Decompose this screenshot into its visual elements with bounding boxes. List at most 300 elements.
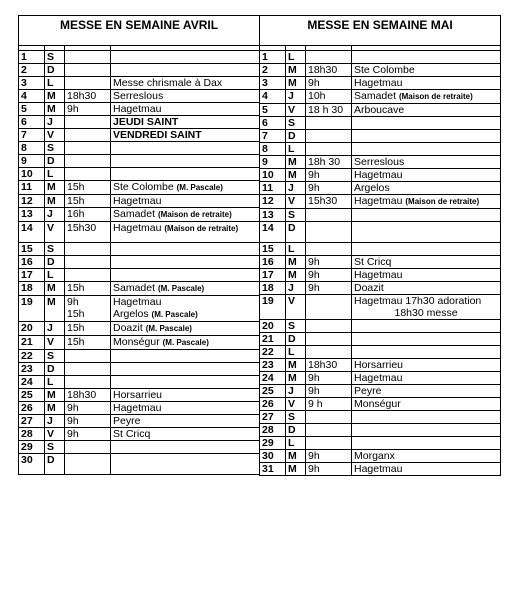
mass-place: Hagetmau — [113, 222, 162, 234]
mass-time: 9h — [308, 372, 320, 384]
april-rows — [19, 46, 260, 475]
day-number: 28 — [260, 424, 286, 437]
may-title: MESSE EN SEMAINE MAI — [260, 16, 501, 46]
day-number: 18 — [260, 282, 286, 295]
weekday-letter: D — [286, 424, 306, 437]
table-row — [19, 428, 260, 441]
april-title: MESSE EN SEMAINE AVRIL — [19, 16, 260, 46]
day-number: 28 — [19, 428, 45, 441]
mass-time: 15h — [67, 322, 85, 334]
mass-place-line — [113, 428, 257, 440]
mass-time-cell — [65, 454, 111, 475]
table-row — [19, 376, 260, 389]
weekday-letter: L — [286, 243, 306, 256]
mass-time: 18h30 — [67, 90, 97, 102]
mass-place-cell — [111, 428, 260, 441]
table-row — [260, 398, 501, 411]
day-number: 8 — [260, 143, 286, 156]
mass-note: (Maison de retraite) — [405, 197, 480, 206]
mass-place: Horsarrieu — [113, 389, 163, 401]
table-row — [260, 156, 501, 169]
table-row — [260, 117, 501, 130]
day-number: 24 — [260, 372, 286, 385]
mass-place-line — [354, 385, 498, 397]
mass-place-cell — [352, 130, 501, 143]
day-number: 12 — [19, 195, 45, 208]
weekday-letter: M — [286, 77, 306, 90]
day-number: 21 — [260, 333, 286, 346]
day-number: 11 — [260, 182, 286, 195]
weekday-letter: J — [286, 282, 306, 295]
mass-place-second: Argelos — [113, 308, 149, 320]
mass-place-line — [354, 398, 498, 410]
mass-time-cell — [306, 346, 352, 359]
april-schedule — [18, 15, 259, 475]
mass-place-line — [113, 195, 257, 207]
mass-place-cell — [352, 209, 501, 222]
mass-time-cell — [306, 104, 352, 117]
mass-place-cell — [111, 195, 260, 208]
table-row — [260, 77, 501, 90]
table-row — [19, 389, 260, 402]
day-number: 29 — [260, 437, 286, 450]
weekday-letter: M — [45, 282, 65, 296]
day-number: 8 — [19, 142, 45, 155]
mass-time-cell — [65, 155, 111, 168]
weekday-letter: M — [45, 181, 65, 195]
table-row — [260, 320, 501, 333]
weekday-letter: J — [45, 208, 65, 222]
weekday-letter: V — [45, 222, 65, 243]
table-row — [260, 169, 501, 182]
mass-place: Serreslous — [113, 90, 164, 102]
weekday-letter: S — [286, 117, 306, 130]
day-number: 17 — [19, 269, 45, 282]
table-row — [260, 195, 501, 209]
day-number: 14 — [19, 222, 45, 243]
day-number: 9 — [260, 156, 286, 169]
table-row — [19, 208, 260, 222]
weekday-letter: S — [286, 411, 306, 424]
mass-place-line — [354, 169, 498, 181]
mass-place-cell — [352, 295, 501, 320]
mass-place-cell — [111, 51, 260, 64]
mass-time: 9h — [67, 402, 79, 414]
weekday-letter: S — [45, 51, 65, 64]
mass-time-cell — [306, 463, 352, 476]
weekday-letter: L — [45, 269, 65, 282]
day-number: 22 — [260, 346, 286, 359]
mass-place-line — [113, 336, 257, 349]
mass-place: Ste Colombe — [113, 181, 174, 193]
weekday-letter: L — [286, 51, 306, 64]
day-number: 20 — [260, 320, 286, 333]
mass-time-cell — [306, 130, 352, 143]
mass-place-line — [354, 295, 498, 307]
mass-time-cell — [65, 51, 111, 64]
mass-time-cell — [306, 333, 352, 346]
mass-time: 9h — [308, 463, 320, 475]
table-row — [19, 296, 260, 322]
day-number: 7 — [19, 129, 45, 142]
mass-place-cell — [111, 389, 260, 402]
mass-place-line — [354, 359, 498, 371]
mass-place: Hagetmau — [354, 195, 403, 207]
weekday-letter: J — [286, 182, 306, 195]
mass-place-line — [354, 463, 498, 475]
mass-place-cell — [111, 129, 260, 142]
table-row — [19, 51, 260, 64]
weekday-letter: V — [286, 195, 306, 209]
mass-place-cell — [111, 222, 260, 243]
mass-note: (Maison de retraite) — [398, 92, 473, 101]
mass-time-cell — [306, 411, 352, 424]
weekday-letter: L — [45, 77, 65, 90]
mass-time-cell — [306, 424, 352, 437]
mass-place-cell — [352, 104, 501, 117]
mass-time: 9h — [308, 169, 320, 181]
mass-place-cell — [352, 256, 501, 269]
mass-place: Messe chrismale à Dax — [113, 77, 223, 89]
mass-time-cell — [306, 51, 352, 64]
mass-time-cell — [306, 195, 352, 209]
day-number: 12 — [260, 195, 286, 209]
day-number: 19 — [260, 295, 286, 320]
weekday-letter: M — [45, 296, 65, 322]
table-row — [19, 256, 260, 269]
mass-time-cell — [65, 168, 111, 181]
table-row — [19, 181, 260, 195]
mass-time-cell — [306, 269, 352, 282]
table-row — [260, 143, 501, 156]
mass-time: 16h — [67, 208, 85, 220]
mass-place-cell — [352, 77, 501, 90]
mass-place-line-second — [354, 307, 498, 319]
mass-place-line — [354, 195, 498, 208]
weekday-letter: L — [286, 437, 306, 450]
mass-place-cell — [352, 450, 501, 463]
table-row — [19, 116, 260, 129]
mass-place-cell — [352, 320, 501, 333]
mass-note: (M. Pascale) — [145, 324, 192, 333]
mass-time: 15h30 — [67, 222, 97, 234]
mass-place-cell — [111, 116, 260, 129]
table-row — [19, 454, 260, 475]
mass-time: 9h — [308, 269, 320, 281]
mass-place-line — [354, 77, 498, 89]
weekday-letter: D — [45, 256, 65, 269]
mass-time: 9h — [67, 415, 79, 427]
mass-note: (M. Pascale) — [162, 338, 209, 347]
day-number: 6 — [260, 117, 286, 130]
mass-time-cell — [65, 376, 111, 389]
mass-place-line-second — [113, 308, 257, 321]
table-row — [260, 104, 501, 117]
weekday-letter: M — [45, 389, 65, 402]
may-rows — [260, 46, 501, 476]
mass-time: 18h30 — [67, 389, 97, 401]
table-row — [260, 424, 501, 437]
weekday-letter: S — [286, 320, 306, 333]
mass-place-line — [113, 129, 257, 141]
weekday-letter: M — [45, 195, 65, 208]
mass-place-cell — [111, 77, 260, 90]
mass-time-cell — [306, 169, 352, 182]
weekday-letter: M — [286, 156, 306, 169]
mass-time-cell — [306, 398, 352, 411]
table-row — [260, 372, 501, 385]
mass-time-second: 15h — [67, 308, 85, 320]
mass-time-cell — [306, 222, 352, 243]
mass-place-cell — [111, 415, 260, 428]
mass-time-cell — [306, 209, 352, 222]
mass-place: Horsarrieu — [354, 359, 404, 371]
day-number: 5 — [19, 103, 45, 116]
day-number: 25 — [260, 385, 286, 398]
mass-place-cell — [111, 155, 260, 168]
mass-time-cell — [65, 402, 111, 415]
mass-place: Peyre — [354, 385, 382, 397]
mass-note: (M. Pascale) — [157, 284, 205, 293]
mass-place-cell — [352, 243, 501, 256]
day-number: 16 — [19, 256, 45, 269]
table-row — [260, 243, 501, 256]
table-row — [260, 64, 501, 77]
day-number: 14 — [260, 222, 286, 243]
table-row — [260, 463, 501, 476]
mass-time-cell — [65, 441, 111, 454]
mass-place-line — [354, 269, 498, 281]
mass-place-cell — [352, 195, 501, 209]
weekday-letter: M — [286, 64, 306, 77]
table-row — [19, 155, 260, 168]
mass-place: VENDREDI SAINT — [113, 129, 202, 141]
mass-place-line — [113, 181, 257, 194]
mass-time-cell — [65, 181, 111, 195]
day-number: 25 — [19, 389, 45, 402]
mass-place-cell — [352, 333, 501, 346]
mass-place-cell — [111, 256, 260, 269]
table-row — [19, 336, 260, 350]
mass-time-cell — [65, 90, 111, 103]
mass-place-cell — [352, 437, 501, 450]
mass-time-cell — [65, 363, 111, 376]
weekday-letter: M — [286, 169, 306, 182]
table-row — [260, 295, 501, 320]
mass-place-cell — [111, 296, 260, 322]
day-number: 11 — [19, 181, 45, 195]
mass-time: 18h 30 — [308, 156, 341, 168]
table-row — [19, 64, 260, 77]
mass-time-cell — [65, 195, 111, 208]
mass-time-cell — [306, 156, 352, 169]
weekday-letter: V — [286, 104, 306, 117]
mass-time-cell — [306, 282, 352, 295]
weekday-letter: V — [45, 428, 65, 441]
day-number: 18 — [19, 282, 45, 296]
mass-place-cell — [111, 168, 260, 181]
table-row — [260, 450, 501, 463]
weekday-letter: D — [286, 222, 306, 243]
table-row — [260, 222, 501, 243]
mass-place-line — [113, 103, 257, 115]
mass-time-cell — [65, 428, 111, 441]
day-number: 27 — [19, 415, 45, 428]
mass-place-cell — [111, 208, 260, 222]
mass-place: Samadet — [354, 90, 397, 102]
mass-place-cell — [352, 359, 501, 372]
weekday-letter: L — [45, 168, 65, 181]
table-row — [260, 269, 501, 282]
day-number: 1 — [19, 51, 45, 64]
mass-place-cell — [352, 51, 501, 64]
day-number: 1 — [260, 51, 286, 64]
day-number: 24 — [19, 376, 45, 389]
mass-time-cell — [306, 256, 352, 269]
weekday-letter: D — [45, 363, 65, 376]
table-row — [19, 129, 260, 142]
table-row — [19, 322, 260, 336]
mass-time: 9h — [308, 282, 320, 294]
mass-time: 9h — [308, 256, 320, 268]
day-number: 26 — [19, 402, 45, 415]
mass-place-line — [354, 256, 498, 268]
mass-time-cell — [306, 64, 352, 77]
weekday-letter: J — [286, 385, 306, 398]
mass-place-cell — [111, 363, 260, 376]
mass-time-cell — [65, 350, 111, 363]
mass-place-line — [354, 182, 498, 194]
mass-time-cell — [306, 243, 352, 256]
mass-place-line — [354, 90, 498, 103]
table-row — [260, 333, 501, 346]
mass-time: 9h — [308, 385, 320, 397]
table-row — [260, 209, 501, 222]
mass-place: Hagetmau — [354, 463, 403, 475]
weekday-letter: M — [45, 402, 65, 415]
mass-place-cell — [352, 424, 501, 437]
day-number: 21 — [19, 336, 45, 350]
mass-place: Hagetmau — [113, 103, 162, 115]
table-row — [19, 441, 260, 454]
weekday-letter: J — [286, 90, 306, 104]
weekday-letter: M — [45, 90, 65, 103]
mass-place-line — [354, 104, 498, 116]
mass-time: 15h — [67, 195, 85, 207]
table-row — [19, 350, 260, 363]
mass-time: 9h — [67, 428, 79, 440]
table-row — [19, 363, 260, 376]
day-number: 19 — [19, 296, 45, 322]
table-row — [260, 256, 501, 269]
april-table — [18, 15, 260, 475]
mass-place: Samadet — [113, 282, 156, 294]
day-number: 30 — [19, 454, 45, 475]
mass-place: Hagetmau — [113, 195, 162, 207]
weekday-letter: J — [45, 116, 65, 129]
mass-place-line — [354, 64, 498, 76]
mass-place-cell — [352, 282, 501, 295]
mass-place: St Cricq — [113, 428, 151, 440]
table-row — [260, 359, 501, 372]
mass-place-cell — [111, 454, 260, 475]
table-row — [19, 168, 260, 181]
mass-place-cell — [111, 322, 260, 336]
mass-place-cell — [111, 103, 260, 116]
mass-time-cell — [306, 143, 352, 156]
day-number: 10 — [19, 168, 45, 181]
mass-time: 15h — [67, 282, 85, 294]
table-row — [19, 142, 260, 155]
mass-place-line — [113, 415, 257, 427]
table-row — [260, 130, 501, 143]
mass-time-cell — [65, 336, 111, 350]
mass-time-cell — [65, 282, 111, 296]
mass-place-cell — [352, 346, 501, 359]
mass-time: 9h — [67, 296, 79, 308]
mass-place-cell — [111, 243, 260, 256]
weekday-letter: V — [45, 336, 65, 350]
mass-time: 18h30 — [308, 359, 338, 371]
mass-place-cell — [352, 463, 501, 476]
mass-place-line — [354, 156, 498, 168]
mass-place-cell — [111, 269, 260, 282]
mass-place: Hagetmau — [354, 169, 403, 181]
table-row — [19, 195, 260, 208]
weekday-letter: S — [45, 441, 65, 454]
day-number: 3 — [260, 77, 286, 90]
mass-time-cell — [65, 243, 111, 256]
weekday-letter: L — [45, 376, 65, 389]
mass-place-cell — [111, 181, 260, 195]
weekday-letter: D — [45, 155, 65, 168]
day-number: 15 — [260, 243, 286, 256]
mass-note: (Maison de retraite) — [157, 210, 232, 219]
mass-place: Argelos — [354, 182, 390, 194]
mass-time: 15h — [67, 336, 85, 348]
weekday-letter: M — [286, 463, 306, 476]
mass-place-cell — [111, 90, 260, 103]
mass-place-cell — [352, 169, 501, 182]
mass-note-second: (M. Pascale) — [151, 310, 198, 319]
mass-place-line — [113, 389, 257, 401]
mass-place-cell — [111, 64, 260, 77]
mass-place-cell — [111, 376, 260, 389]
mass-place-cell — [352, 182, 501, 195]
day-number: 13 — [260, 209, 286, 222]
weekday-letter: V — [286, 398, 306, 411]
table-row — [260, 182, 501, 195]
day-number: 23 — [260, 359, 286, 372]
mass-place-line — [113, 90, 257, 102]
mass-place-cell — [352, 64, 501, 77]
may-table — [259, 15, 501, 476]
mass-time-cell — [306, 450, 352, 463]
weekday-letter: D — [45, 454, 65, 475]
mass-time-cell — [65, 142, 111, 155]
mass-time: 18 h 30 — [308, 104, 344, 116]
weekday-letter: D — [286, 130, 306, 143]
mass-place-line — [354, 282, 498, 294]
mass-time-cell — [65, 77, 111, 90]
day-number: 2 — [260, 64, 286, 77]
mass-place-line — [113, 322, 257, 335]
mass-time: 9h — [308, 450, 320, 462]
day-number: 31 — [260, 463, 286, 476]
mass-place: Peyre — [113, 415, 141, 427]
mass-time-cell — [306, 372, 352, 385]
mass-time: 15h — [67, 181, 85, 193]
